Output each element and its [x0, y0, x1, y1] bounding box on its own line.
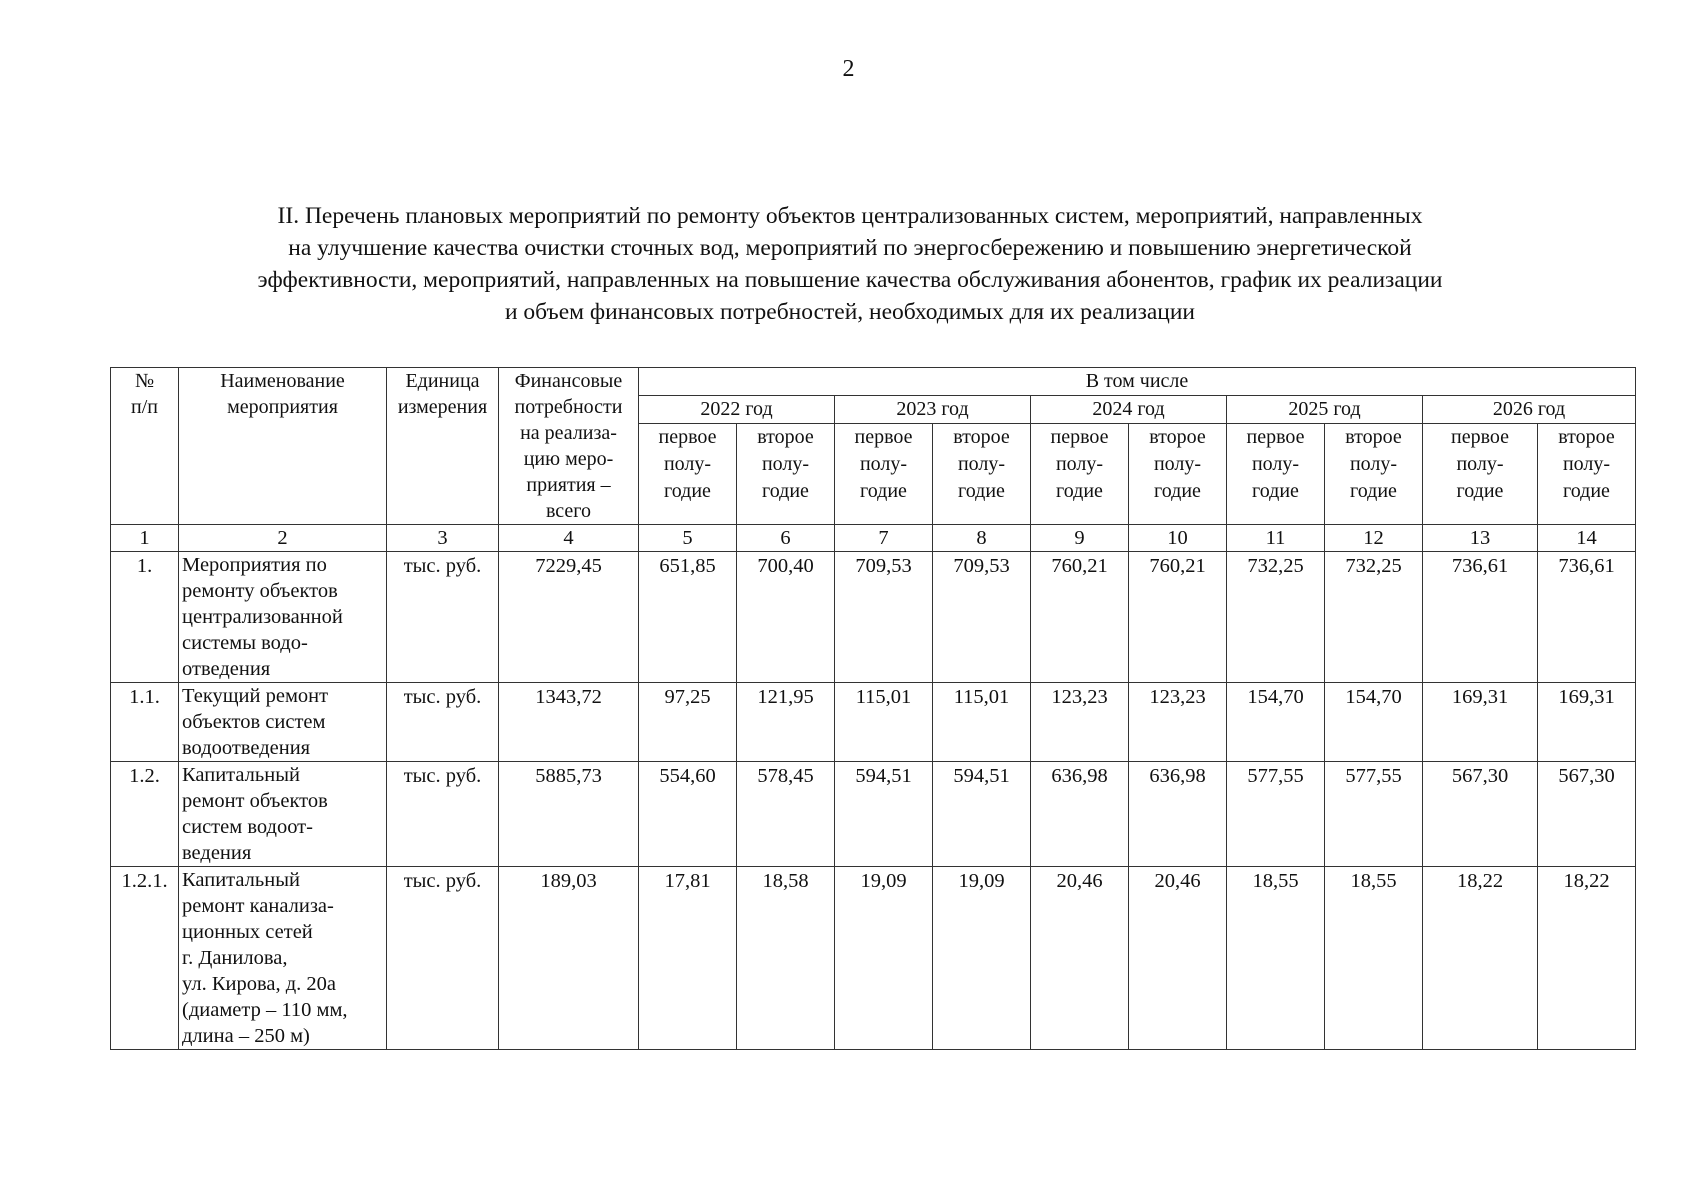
row-value: 594,51	[835, 762, 933, 867]
row-value: 18,55	[1227, 867, 1325, 1050]
column-number: 2	[179, 525, 387, 552]
header-year: 2025 год	[1227, 396, 1423, 424]
header-half-first: первое полу- годие	[639, 424, 737, 525]
column-number: 13	[1423, 525, 1538, 552]
row-unit: тыс. руб.	[387, 762, 499, 867]
row-unit: тыс. руб.	[387, 683, 499, 762]
row-value: 760,21	[1031, 552, 1129, 683]
row-value: 19,09	[933, 867, 1031, 1050]
table-row	[111, 683, 1636, 762]
column-number: 8	[933, 525, 1031, 552]
row-value: 121,95	[737, 683, 835, 762]
row-value: 20,46	[1129, 867, 1227, 1050]
column-number: 14	[1538, 525, 1636, 552]
table-row	[111, 762, 1636, 867]
row-value: 97,25	[639, 683, 737, 762]
column-number: 1	[111, 525, 179, 552]
header-row	[111, 368, 1636, 396]
row-value: 651,85	[639, 552, 737, 683]
row-value: 18,22	[1538, 867, 1636, 1050]
column-number: 3	[387, 525, 499, 552]
header-half-second: второе полу- годие	[1538, 424, 1636, 525]
row-value: 736,61	[1538, 552, 1636, 683]
row-unit: тыс. руб.	[387, 552, 499, 683]
row-value: 19,09	[835, 867, 933, 1050]
row-value: 732,25	[1227, 552, 1325, 683]
section-heading	[110, 200, 1590, 328]
column-number: 12	[1325, 525, 1423, 552]
row-no: 1.2.	[111, 762, 179, 867]
row-unit: тыс. руб.	[387, 867, 499, 1050]
header-year: 2023 год	[835, 396, 1031, 424]
row-value: 154,70	[1227, 683, 1325, 762]
column-number: 9	[1031, 525, 1129, 552]
row-total: 189,03	[499, 867, 639, 1050]
row-value: 577,55	[1227, 762, 1325, 867]
header-year: 2024 год	[1031, 396, 1227, 424]
row-value: 700,40	[737, 552, 835, 683]
column-numbers-row	[111, 525, 1636, 552]
column-number: 10	[1129, 525, 1227, 552]
row-value: 578,45	[737, 762, 835, 867]
row-value: 169,31	[1423, 683, 1538, 762]
row-total: 7229,45	[499, 552, 639, 683]
row-total: 5885,73	[499, 762, 639, 867]
header-finance: Финансовые потребности на реализа- цию меро- приятия – всего	[499, 368, 639, 525]
row-value: 123,23	[1031, 683, 1129, 762]
column-number: 6	[737, 525, 835, 552]
row-value: 554,60	[639, 762, 737, 867]
header-half-second: второе полу- годие	[1325, 424, 1423, 525]
row-value: 20,46	[1031, 867, 1129, 1050]
row-value: 18,58	[737, 867, 835, 1050]
row-name: Капитальный ремонт объектов систем водоот- ведения	[179, 762, 387, 867]
header-half-second: второе полу- годие	[1129, 424, 1227, 525]
header-half-second: второе полу- годие	[933, 424, 1031, 525]
header-half-second: второе полу- годие	[737, 424, 835, 525]
heading-line: на улучшение качества очистки сточных вод, мероприятий по энергосбережению и повышению энергетической	[288, 235, 1412, 261]
row-value: 636,98	[1129, 762, 1227, 867]
header-half-first: первое полу- годие	[1423, 424, 1538, 525]
row-value: 123,23	[1129, 683, 1227, 762]
row-value: 736,61	[1423, 552, 1538, 683]
row-total: 1343,72	[499, 683, 639, 762]
row-value: 18,22	[1423, 867, 1538, 1050]
header-including: В том числе	[639, 368, 1636, 396]
row-value: 709,53	[835, 552, 933, 683]
row-value: 115,01	[933, 683, 1031, 762]
header-name: Наименование мероприятия	[179, 368, 387, 525]
row-value: 567,30	[1538, 762, 1636, 867]
row-value: 577,55	[1325, 762, 1423, 867]
row-value: 18,55	[1325, 867, 1423, 1050]
table-row	[111, 867, 1636, 1050]
row-value: 154,70	[1325, 683, 1423, 762]
row-no: 1.1.	[111, 683, 179, 762]
column-number: 4	[499, 525, 639, 552]
header-year: 2026 год	[1423, 396, 1636, 424]
table-row	[111, 552, 1636, 683]
header-half-first: первое полу- годие	[1227, 424, 1325, 525]
page-number: 2	[842, 56, 855, 82]
header-no: № п/п	[111, 368, 179, 525]
header-half-first: первое полу- годие	[1031, 424, 1129, 525]
row-value: 636,98	[1031, 762, 1129, 867]
header-unit: Единица измерения	[387, 368, 499, 525]
column-number: 5	[639, 525, 737, 552]
row-value: 169,31	[1538, 683, 1636, 762]
row-no: 1.	[111, 552, 179, 683]
row-name: Мероприятия по ремонту объектов централизованной системы водо- отведения	[179, 552, 387, 683]
header-year: 2022 год	[639, 396, 835, 424]
row-value: 732,25	[1325, 552, 1423, 683]
row-value: 17,81	[639, 867, 737, 1050]
row-no: 1.2.1.	[111, 867, 179, 1050]
column-number: 7	[835, 525, 933, 552]
row-value: 760,21	[1129, 552, 1227, 683]
header-half-first: первое полу- годие	[835, 424, 933, 525]
column-number: 11	[1227, 525, 1325, 552]
heading-line: II. Перечень плановых мероприятий по ремонту объектов централизованных систем, мероприятий, направленных	[277, 203, 1423, 229]
measures-table	[110, 367, 1636, 1050]
row-name: Текущий ремонт объектов систем водоотведения	[179, 683, 387, 762]
heading-line: и объем финансовых потребностей, необходимых для их реализации	[504, 299, 1196, 325]
heading-line: эффективности, мероприятий, направленных на повышение качества обслуживания абонентов, график их реализации	[257, 267, 1443, 293]
row-name: Капитальный ремонт канализа- ционных сетей г. Данилова, ул. Кирова, д. 20а (диаметр – 110 мм, длина – 250 м)	[179, 867, 387, 1050]
row-value: 567,30	[1423, 762, 1538, 867]
row-value: 115,01	[835, 683, 933, 762]
row-value: 709,53	[933, 552, 1031, 683]
row-value: 594,51	[933, 762, 1031, 867]
